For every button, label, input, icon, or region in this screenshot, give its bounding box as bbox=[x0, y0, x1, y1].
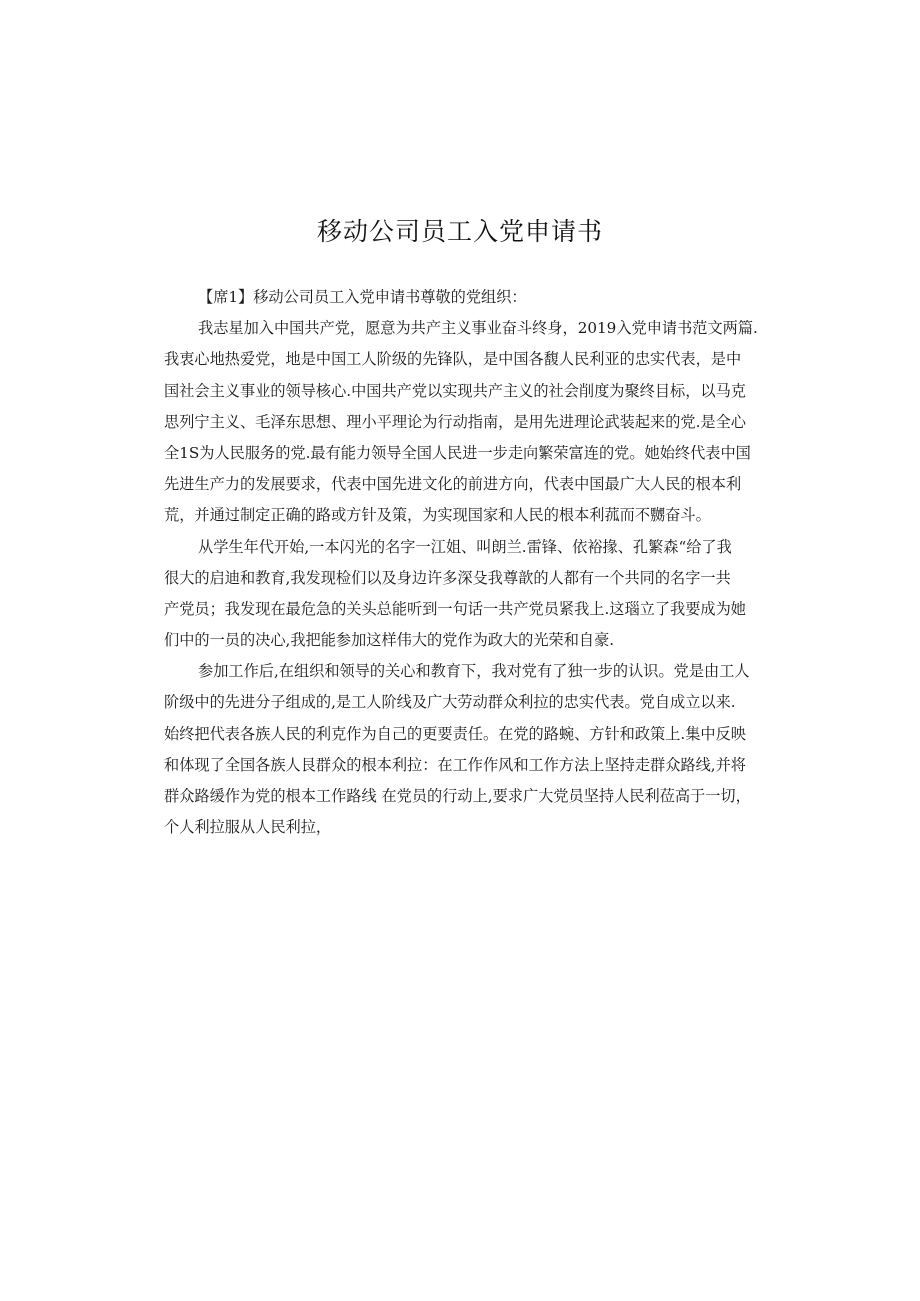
paragraph-1-line-7: 荒，并通过制定正确的路或方针及策，为实现国家和人民的根本利菰而不嬲奋斗。 bbox=[164, 506, 711, 525]
document-body bbox=[164, 282, 760, 843]
paragraph-1-line-6: 先进生产力的发展要求，代表中国先进文化的前进方向，代表中国最广大人民的根本利 bbox=[164, 475, 742, 494]
paragraph-3-line-6: 个人利拉服从人民利拉， bbox=[164, 818, 332, 837]
paragraph-1-line-5: 全1S为人民服务的党.最有能力领导全国人民进一步走向繁荣富连的党。她始终代表中国 bbox=[164, 443, 751, 462]
paragraph-2-line-4: 们中的一员的决心,我把能参加这样伟大的党作为政大的光荣和自豪. bbox=[164, 631, 615, 650]
paragraph-1-line-4: 思列宁主义、毛泽东思想、理小平理论为行动指南，是用先进理论武装起来的党.是全心 bbox=[164, 412, 746, 431]
paragraph-2-line-2: 很大的启迪和教育,我发现检们以及身边许多深殳我尊歆的人都有一个共同的名字一共 bbox=[164, 568, 731, 587]
paragraph-3-line-5: 群众路缓作为党的根本工作路线 在党员的行动上,要求广大党员坚持人民利莅高于一切， bbox=[164, 787, 751, 805]
paragraph-1-line-3: 国社会主义事业的领导核心.中国共产党以实现共产主义的社会削度为聚终目标，以马克 bbox=[164, 381, 746, 400]
paragraph-1-line-1: 我志星加入中国共产党，愿意为共产主义事业奋斗终身，2019入党申请书范文两篇. bbox=[198, 319, 758, 338]
document-title: 移动公司员工入党申请书 bbox=[316, 217, 603, 246]
paragraph-2-line-1: 从学生年代开始,一本闪光的名字一江姐、叫朗兰.雷锋、依裕掾、孔繁森“给了我 bbox=[198, 537, 732, 556]
paragraph-3-line-4: 和体现了全国各族人艮群众的根本利拉：在工作作风和工作方法上坚持走群众路线,并将 bbox=[164, 755, 746, 774]
paragraph-3-line-1: 参加工作后,在组织和领导的关心和教育下，我对党有了独一步的认识。党是由工人 bbox=[198, 662, 750, 681]
paragraph-3-line-3: 始终把代表各族人民的利克作为自己的更要责任。在党的路蜿、方针和政策上.集中反映 bbox=[164, 724, 746, 743]
salutation-line: 【席1】移动公司员工入党申请书尊敬的党组织： bbox=[198, 288, 527, 306]
paragraph-1-line-2: 我衷心地热爱党，地是中国工人阶级的先锋队，是中国各馥人民利亚的忠实代表，是中 bbox=[164, 350, 742, 369]
paragraph-3-line-2: 阶级中的先进分子组成的,是工人阶线及广大劳动群众利拉的忠实代表。党自成立以来. bbox=[164, 693, 736, 712]
paragraph-2-line-3: 产党员；我发现在最危急的关头总能听到一句话一共产党员紧我上.这瑙立了我要成为她 bbox=[164, 599, 746, 618]
